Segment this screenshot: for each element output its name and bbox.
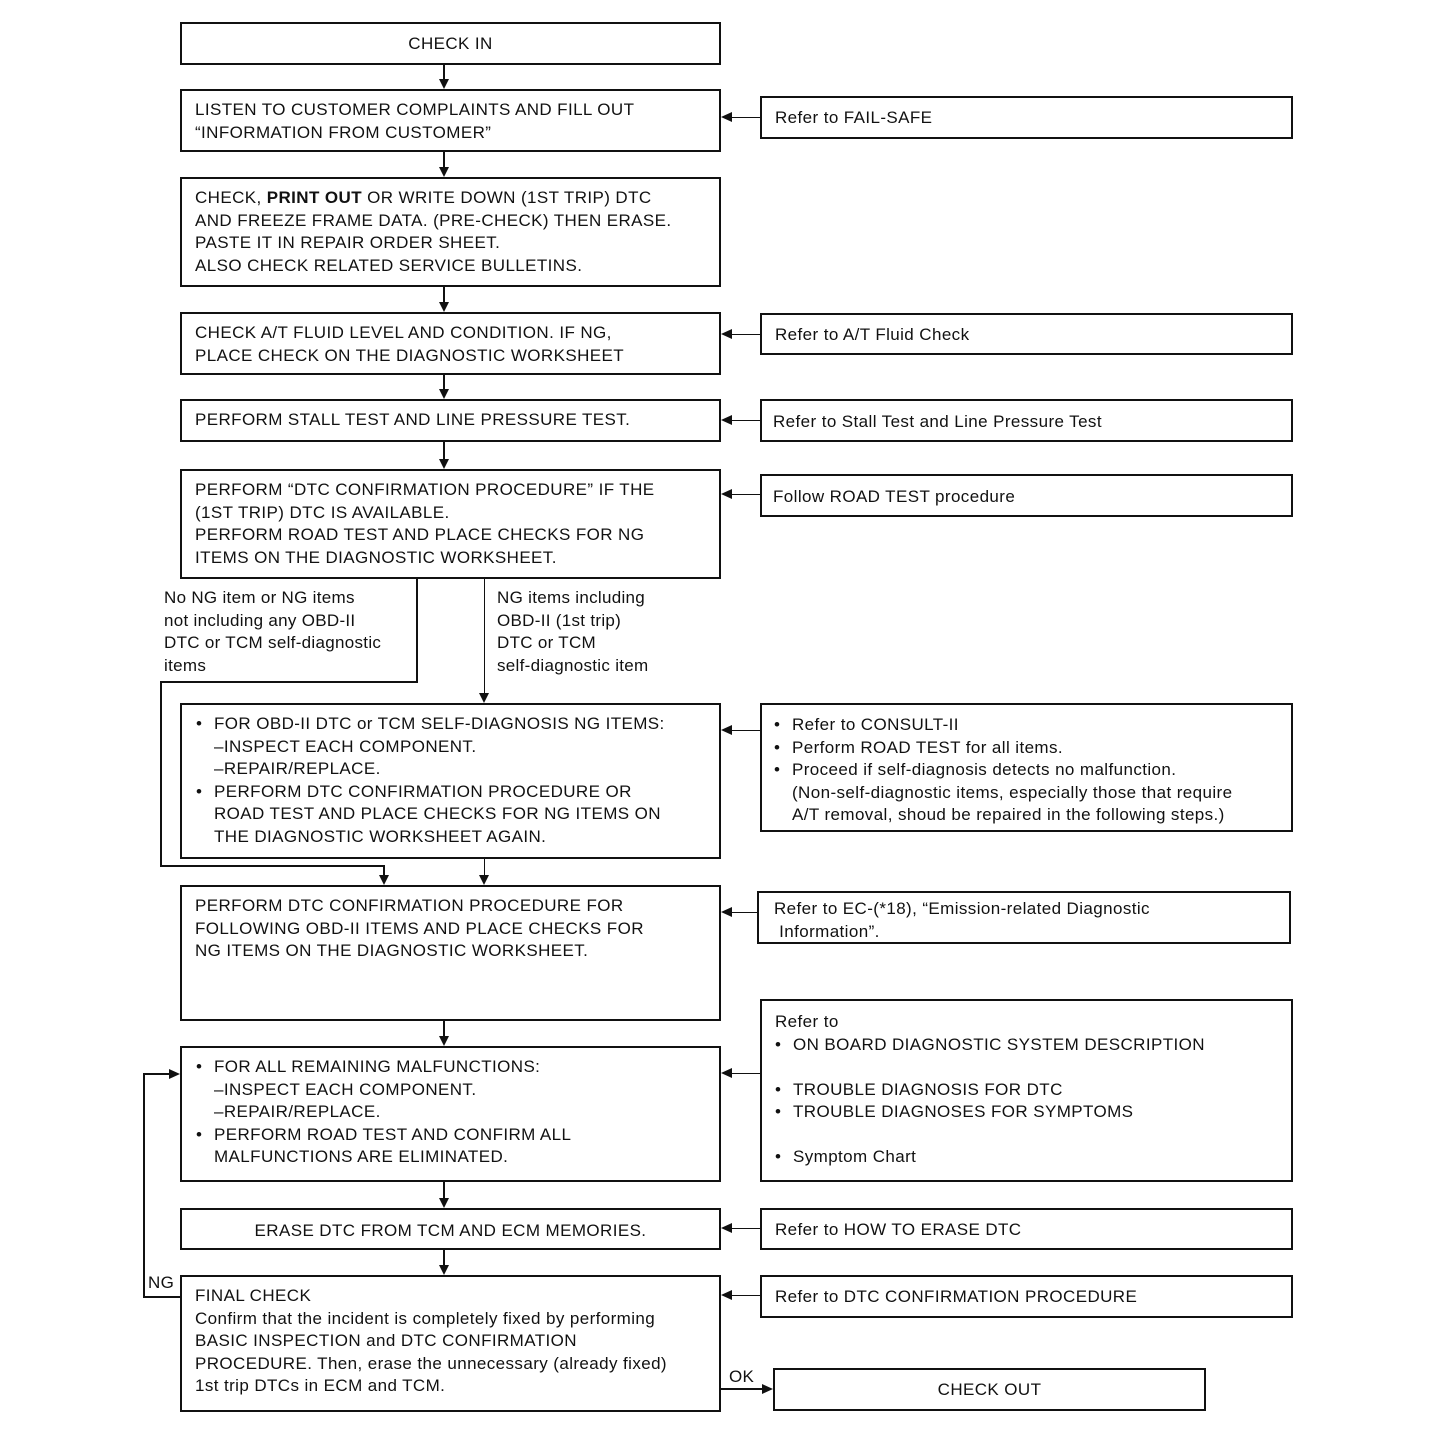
ref-fluid-check [760, 313, 1293, 355]
step-text: PERFORM “DTC CONFIRMATION PROCEDURE” IF THE [195, 480, 655, 499]
step-listen-customer [180, 89, 721, 152]
connector-line [443, 375, 445, 389]
ref-bullet: • ON BOARD DIAGNOSTIC SYSTEM DESCRIPTION [775, 1034, 1287, 1057]
ref-bullet-cont: A/T removal, shoud be repaired in the following steps.) [792, 805, 1225, 824]
ref-dtc-procedure [760, 1275, 1293, 1318]
step-bullet: • FOR OBD-II DTC or TCM SELF-DIAGNOSIS NG ITEMS: [196, 713, 715, 736]
step-check-in [180, 22, 721, 65]
arrow-left-icon [721, 1068, 732, 1078]
ref-connector [731, 420, 760, 421]
step-bullet-cont: THE DIAGNOSTIC WORKSHEET AGAIN. [214, 826, 547, 846]
connector-line [160, 865, 385, 867]
ref-bullet: • Refer to CONSULT-II [774, 714, 1287, 737]
connector-line [484, 859, 485, 875]
arrow-down-icon [479, 875, 489, 885]
connector-line [443, 1250, 445, 1265]
ref-text: Refer to Stall Test and Line Pressure Test [773, 412, 1102, 431]
arrow-left-icon [721, 725, 732, 735]
step-erase-dtc [180, 1208, 721, 1250]
step-text: BASIC INSPECTION and DTC CONFIRMATION [195, 1331, 577, 1350]
arrow-left-icon [721, 1223, 732, 1233]
ref-text: Refer to DTC CONFIRMATION PROCEDURE [775, 1287, 1138, 1306]
ref-how-to-erase [760, 1208, 1293, 1250]
ref-text: Refer to A/T Fluid Check [775, 325, 970, 344]
arrow-left-icon [721, 415, 732, 425]
branch-text: items [164, 655, 207, 675]
branch-no-ng-label [164, 587, 381, 677]
step-check-out [773, 1368, 1206, 1411]
step-text: ITEMS ON THE DIAGNOSTIC WORKSHEET. [195, 547, 557, 567]
step-check-in-label: CHECK IN [408, 34, 493, 53]
ref-text: Information”. [774, 921, 880, 941]
connector-line [484, 579, 485, 693]
ref-connector [731, 334, 760, 335]
step-subitem: –INSPECT EACH COMPONENT. [214, 1079, 477, 1099]
step-text: FOLLOWING OBD-II ITEMS AND PLACE CHECKS FOR [195, 918, 644, 938]
step-subitem: –REPAIR/REPLACE. [214, 1102, 381, 1121]
step-text-bold: PRINT OUT [266, 188, 362, 207]
step-text: PERFORM ROAD TEST AND PLACE CHECKS FOR NG [195, 525, 645, 544]
step-text: PASTE IT IN REPAIR ORDER SHEET. [195, 233, 501, 252]
connector-line [443, 287, 445, 302]
step-obd-ng-items [180, 703, 721, 859]
connector-line [143, 1073, 169, 1075]
step-text-part: CHECK, [195, 188, 267, 207]
step-remaining-malfunctions [180, 1046, 721, 1182]
arrow-down-icon [479, 693, 489, 703]
ref-bullet: • TROUBLE DIAGNOSIS FOR DTC [775, 1079, 1287, 1102]
step-text: “INFORMATION FROM CUSTOMER” [195, 122, 492, 142]
ref-text: Refer to [775, 1012, 839, 1031]
ref-text: Follow ROAD TEST procedure [773, 487, 1016, 506]
ref-onboard-diagnostic [760, 999, 1293, 1182]
arrow-down-icon [439, 1036, 449, 1046]
connector-line [443, 152, 445, 167]
step-final-check [180, 1275, 721, 1412]
step-subitem: –REPAIR/REPLACE. [214, 759, 381, 778]
step-text: FINAL CHECK [195, 1286, 312, 1305]
ok-label: OK [729, 1367, 755, 1386]
ref-connector [731, 494, 760, 495]
ref-bullet: • Perform ROAD TEST for all items. [774, 737, 1287, 760]
step-text: LISTEN TO CUSTOMER COMPLAINTS AND FILL OUT [195, 100, 635, 119]
ref-stall-test [760, 399, 1293, 442]
arrow-left-icon [721, 112, 732, 122]
ref-connector [731, 1228, 760, 1229]
connector-line [143, 1296, 180, 1298]
ref-bullet-cont: (Non-self-diagnostic items, especially those that require [792, 782, 1233, 802]
step-text: PROCEDURE. Then, erase the unnecessary (already fixed) [195, 1353, 667, 1373]
step-text: ALSO CHECK RELATED SERVICE BULLETINS. [195, 255, 583, 275]
arrow-left-icon [721, 1290, 732, 1300]
ref-connector [731, 1073, 760, 1074]
arrow-down-icon [439, 302, 449, 312]
arrow-down-icon [439, 1198, 449, 1208]
ref-road-test [760, 474, 1293, 517]
step-text: NG ITEMS ON THE DIAGNOSTIC WORKSHEET. [195, 941, 589, 960]
ref-bullet: • Proceed if self-diagnosis detects no malfunction. [774, 759, 1287, 782]
step-text: ERASE DTC FROM TCM AND ECM MEMORIES. [254, 1221, 647, 1240]
ref-consult [760, 703, 1293, 832]
ref-connector [731, 730, 760, 731]
branch-text: DTC or TCM self-diagnostic [164, 633, 382, 652]
step-text [195, 187, 715, 210]
ref-connector [731, 1295, 760, 1296]
step-print-out-dtc [180, 177, 721, 287]
step-following-obd-items [180, 885, 721, 1021]
branch-text: OBD-II (1st trip) [497, 610, 622, 630]
step-bullet-cont: MALFUNCTIONS ARE ELIMINATED. [214, 1147, 509, 1166]
step-text-part: OR WRITE DOWN (1ST TRIP) DTC [361, 188, 652, 207]
ref-bullet: • TROUBLE DIAGNOSES FOR SYMPTOMS [775, 1101, 1287, 1124]
arrow-left-icon [721, 329, 732, 339]
ref-connector [731, 117, 760, 118]
connector-line [383, 865, 385, 875]
step-text: AND FREEZE FRAME DATA. (PRE-CHECK) THEN ERASE. [195, 210, 672, 230]
branch-text: self-diagnostic item [497, 655, 649, 675]
ref-fail-safe [760, 96, 1293, 139]
connector-line [443, 1182, 445, 1198]
arrow-down-icon [439, 79, 449, 89]
branch-text: DTC or TCM [497, 633, 597, 652]
ref-text: Refer to FAIL-SAFE [775, 108, 933, 127]
step-text: (1ST TRIP) DTC IS AVAILABLE. [195, 502, 450, 522]
arrow-right-icon [762, 1384, 773, 1394]
connector-line [443, 65, 445, 79]
ref-spacer [775, 1124, 1287, 1147]
arrow-left-icon [721, 489, 732, 499]
ref-spacer [775, 1056, 1287, 1079]
step-subitem: –INSPECT EACH COMPONENT. [214, 736, 477, 756]
arrow-left-icon [721, 907, 732, 917]
ref-text: Refer to EC-(*18), “Emission-related Diagnostic [774, 899, 1150, 918]
ref-text: Refer to HOW TO ERASE DTC [775, 1220, 1022, 1239]
branch-ng-including-label [497, 587, 649, 677]
connector-line [143, 1073, 145, 1298]
arrow-right-icon [169, 1069, 180, 1079]
step-dtc-confirmation [180, 469, 721, 579]
ref-ec18 [757, 891, 1291, 944]
arrow-down-icon [439, 1265, 449, 1275]
ng-label: NG [148, 1273, 175, 1292]
step-text: PERFORM DTC CONFIRMATION PROCEDURE FOR [195, 896, 624, 915]
step-stall-test [180, 399, 721, 442]
step-text: PLACE CHECK ON THE DIAGNOSTIC WORKSHEET [195, 345, 625, 365]
connector-line [160, 681, 162, 866]
step-text: 1st trip DTCs in ECM and TCM. [195, 1376, 446, 1395]
ref-bullet: • Symptom Chart [775, 1146, 1287, 1169]
step-text: CHECK A/T FLUID LEVEL AND CONDITION. IF NG, [195, 323, 612, 342]
connector-line [416, 579, 418, 682]
ref-connector [731, 912, 757, 913]
branch-text: not including any OBD-II [164, 610, 356, 630]
step-bullet-cont: ROAD TEST AND PLACE CHECKS FOR NG ITEMS ON [214, 804, 661, 823]
arrow-down-icon [439, 389, 449, 399]
arrow-down-icon [439, 459, 449, 469]
branch-text: No NG item or NG items [164, 588, 355, 607]
branch-text: NG items including [497, 588, 646, 607]
arrow-down-icon [379, 875, 389, 885]
connector-line [443, 1021, 445, 1036]
step-text: Confirm that the incident is completely fixed by performing [195, 1308, 656, 1328]
connector-line [443, 442, 445, 459]
step-bullet: • PERFORM ROAD TEST AND CONFIRM ALL [196, 1124, 715, 1147]
arrow-down-icon [439, 167, 449, 177]
step-bullet: • FOR ALL REMAINING MALFUNCTIONS: [196, 1056, 715, 1079]
step-bullet: • PERFORM DTC CONFIRMATION PROCEDURE OR [196, 781, 715, 804]
step-text: PERFORM STALL TEST AND LINE PRESSURE TEST. [195, 410, 631, 429]
step-fluid-check [180, 312, 721, 375]
connector-line [160, 681, 418, 683]
step-text: CHECK OUT [937, 1380, 1042, 1399]
